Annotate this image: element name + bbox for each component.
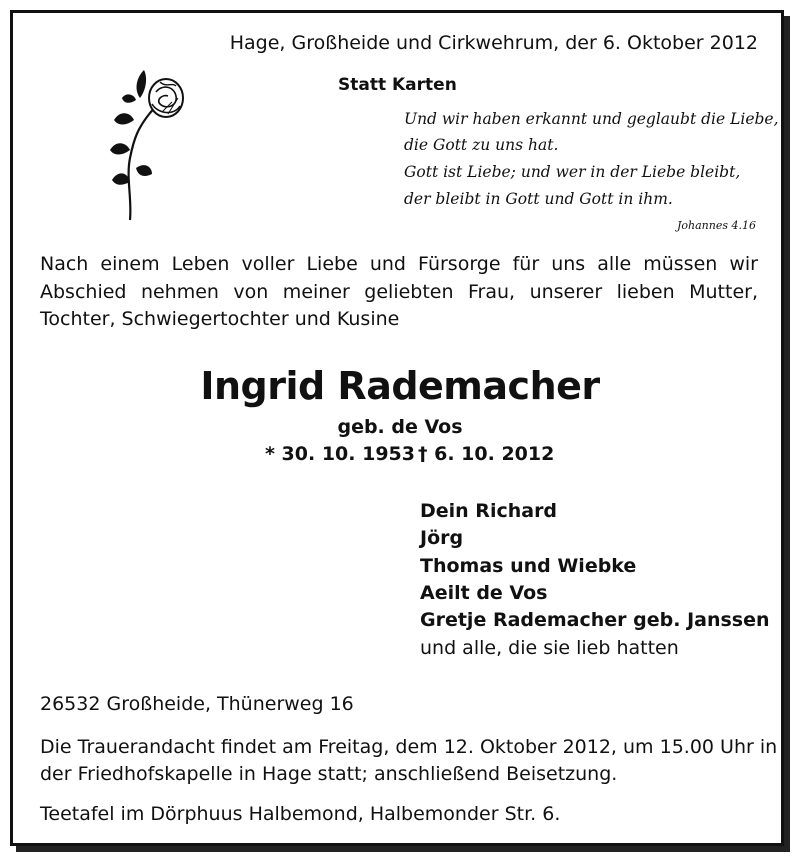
service-line: Die Trauerandacht findet am Freitag, dem 12. Oktober 2012, um 15.00 Uhr in [40, 736, 778, 758]
intro-line: Abschied nehmen von meiner geliebten Frau, unserer lieben Mutter, [40, 281, 758, 303]
mourner-name: Thomas und Wiebke [420, 555, 637, 577]
tea-info: Teetafel im Dörphuus Halbemond, Halbemonder Str. 6. [40, 803, 561, 825]
intro-line: Tochter, Schwiegertochter und Kusine [40, 308, 400, 330]
family-address: 26532 Großheide, Thünerweg 16 [40, 693, 354, 715]
mourner-name: Aeilt de Vos [420, 582, 548, 604]
mourner-name: Dein Richard [420, 500, 558, 522]
verse-line: die Gott zu uns hat. [404, 136, 559, 154]
mourner-name: Gretje Rademacher geb. Janssen [420, 609, 770, 631]
frame-shadow-bottom [16, 846, 790, 852]
statt-karten-label: Statt Karten [338, 75, 457, 95]
verse-reference: Johannes 4.16 [677, 219, 756, 232]
birth-date: * 30. 10. 1953 [265, 443, 415, 465]
deceased-name: Ingrid Rademacher [200, 364, 600, 408]
place-date-line: Hage, Großheide und Cirkwehrum, der 6. Oktober 2012 [229, 32, 758, 54]
intro-line: Nach einem Leben voller Liebe und Fürsorge für uns alle müssen wir [40, 253, 758, 275]
death-date: † 6. 10. 2012 [418, 443, 555, 465]
verse-line: der bleibt in Gott und Gott in ihm. [404, 190, 673, 208]
verse-line: Und wir haben erkannt und geglaubt die Liebe, [404, 110, 779, 128]
mourner-closing: und alle, die sie lieb hatten [420, 637, 679, 659]
maiden-name: geb. de Vos [337, 416, 463, 438]
service-line: der Friedhofskapelle in Hage statt; anschließend Beisetzung. [40, 763, 618, 785]
rose-icon [100, 58, 200, 226]
mourner-name: Jörg [420, 527, 464, 549]
verse-line: Gott ist Liebe; und wer in der Liebe bleibt, [404, 163, 741, 181]
